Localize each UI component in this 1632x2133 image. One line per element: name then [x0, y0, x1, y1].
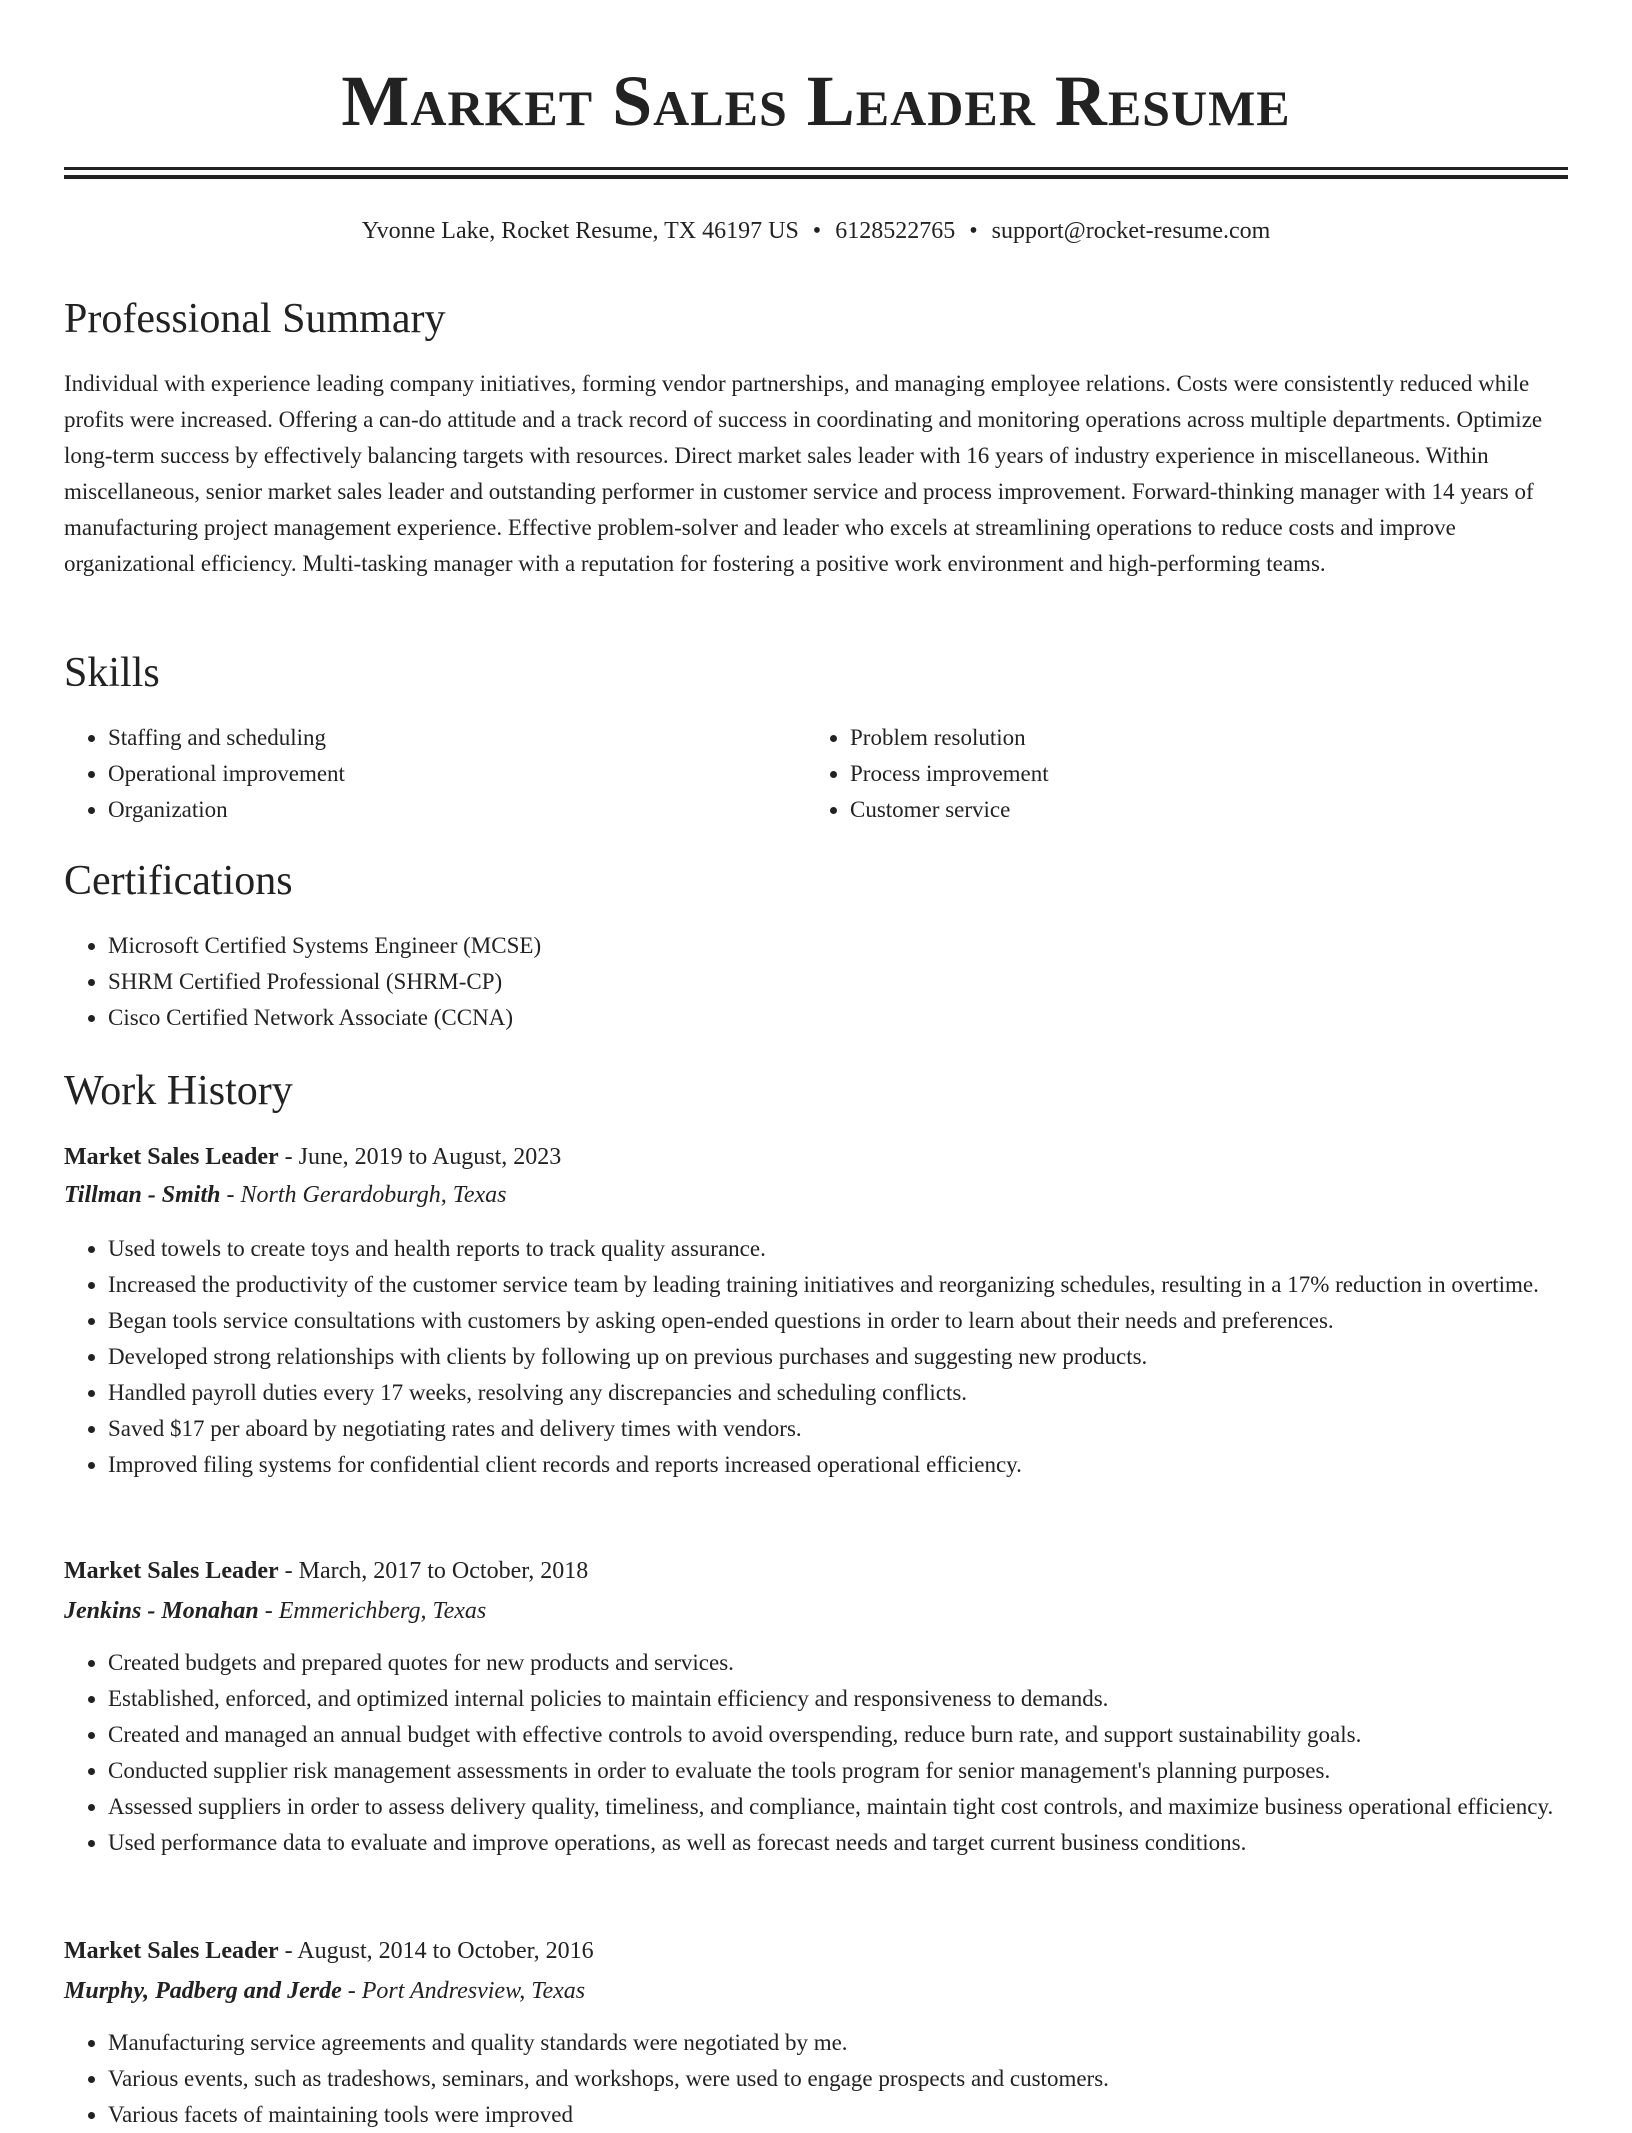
company-name: Murphy, Padberg and Jerde — [64, 1978, 342, 2004]
job-bullet: • Increased the productivity of the customer service team by leading training initiatives and reorganizing schedules, resulting in a 17% reduction in overtime. — [108, 1267, 1568, 1303]
skill-item: • Process improvement — [850, 756, 1550, 792]
contact-separator: • — [812, 218, 822, 244]
job-bullets — [64, 2025, 1568, 2133]
summary-text: Individual with experience leading company initiatives, forming vendor partnerships, and managing employee relations. Costs were consistently reduced while profits were increased. Offering a can-do attitude and a track record of success in coordinating and monitoring operations across multiple departments. Optimize long-term success by effectively balancing targets with resources. Direct market sales leader with 16 years of industry experience in miscellaneous. Within miscellaneous, senior market sales leader and outstanding performer in customer service and process improvement. Forward-thinking manager with 14 years of manufacturing project management experience. Effective problem-solver and leader who excels at streamlining operations to reduce costs and improve organizational efficiency. Multi-tasking manager with a reputation for fostering a positive work environment and high-performing teams. — [64, 371, 1543, 576]
job-bullet: • Assessed suppliers in order to assess delivery quality, timeliness, and compliance, maintain tight cost controls, and maximize business operational efficiency. — [108, 1789, 1568, 1825]
job-bullet: • Improved filing systems for confidential client records and reports increased operational efficiency. — [108, 1447, 1568, 1483]
skill-item: • Organization — [108, 792, 808, 828]
company-name: Jenkins - Monahan — [64, 1598, 259, 1624]
job-bullet: • Various facets of maintaining tools were improved — [108, 2097, 1568, 2133]
job-bullet: • Created budgets and prepared quotes for new products and services. — [108, 1645, 1568, 1681]
company-location: - Port Andresview, Texas — [341, 1978, 586, 2004]
job-bullets — [64, 1231, 1568, 1483]
skill-item: • Staffing and scheduling — [108, 720, 808, 756]
job-header — [64, 1933, 1568, 1969]
job-bullet: • Used performance data to evaluate and improve operations, as well as forecast needs and target current business conditions. — [108, 1825, 1568, 1861]
job-bullet: • Used towels to create toys and health reports to track quality assurance. — [108, 1231, 1568, 1267]
certification-item: • SHRM Certified Professional (SHRM-CP) — [108, 964, 1568, 1000]
job-bullet: • Developed strong relationships with clients by following up on previous purchases and suggesting new products. — [108, 1339, 1568, 1375]
job-header — [64, 1139, 1568, 1175]
job-dates: - March, 2017 to October, 2018 — [278, 1558, 589, 1584]
company-location: - Emmerichberg, Texas — [258, 1598, 487, 1624]
title-rule-bottom — [64, 175, 1568, 179]
contact-email: support@rocket-resume.com — [991, 218, 1271, 244]
job-bullets — [64, 1645, 1568, 1861]
job-bullet: • Began tools service consultations with customers by asking open-ended questions in order to learn about their needs and preferences. — [108, 1303, 1568, 1339]
skills-list-left — [64, 720, 808, 828]
skill-item: • Operational improvement — [108, 756, 808, 792]
title-rule-top — [64, 167, 1568, 170]
job-bullet: • Conducted supplier risk management assessments in order to evaluate the tools program for senior management's planning purposes. — [108, 1753, 1568, 1789]
job-bullet: • Various events, such as tradeshows, seminars, and workshops, were used to engage prospects and customers. — [108, 2061, 1568, 2097]
company-location: - North Gerardoburgh, Texas — [220, 1182, 507, 1208]
skills-heading: Skills — [64, 650, 160, 696]
job-bullet: • Saved $17 per aboard by negotiating rates and delivery times with vendors. — [108, 1411, 1568, 1447]
contact-separator: • — [969, 218, 978, 244]
work-history-heading: Work History — [64, 1068, 293, 1114]
summary-heading: Professional Summary — [64, 296, 446, 342]
certifications-heading: Certifications — [64, 858, 293, 904]
certification-item: • Cisco Certified Network Associate (CCNA) — [108, 1000, 1568, 1036]
job-bullet: • Created and managed an annual budget with effective controls to avoid overspending, reduce burn rate, and support sustainability goals. — [108, 1717, 1568, 1753]
skills-list-right — [806, 720, 1550, 828]
certifications-list — [64, 928, 1568, 1036]
company-name: Tillman - Smith — [64, 1182, 221, 1208]
job-bullet: • Manufacturing service agreements and quality standards were negotiated by me. — [108, 2025, 1568, 2061]
job-title: Market Sales Leader — [64, 1938, 279, 1964]
job-company-line — [64, 1592, 1568, 1630]
resume-title: Market Sales Leader Resume — [341, 61, 1291, 141]
contact-line — [64, 214, 1568, 248]
job-company-line — [64, 1972, 1568, 2010]
skill-item: • Problem resolution — [850, 720, 1550, 756]
job-title: Market Sales Leader — [64, 1144, 279, 1170]
resume-page — [64, 0, 1568, 2127]
job-title: Market Sales Leader — [64, 1558, 279, 1584]
contact-address: Yvonne Lake, Rocket Resume, TX 46197 US — [361, 218, 799, 244]
contact-phone: 6128522765 — [835, 218, 956, 244]
job-header — [64, 1553, 1568, 1589]
job-company-line — [64, 1176, 1568, 1214]
job-dates: - August, 2014 to October, 2016 — [278, 1938, 594, 1964]
job-dates: - June, 2019 to August, 2023 — [278, 1144, 562, 1170]
job-bullet: • Handled payroll duties every 17 weeks, resolving any discrepancies and scheduling conflicts. — [108, 1375, 1568, 1411]
certification-item: • Microsoft Certified Systems Engineer (MCSE) — [108, 928, 1568, 964]
job-bullet: • Established, enforced, and optimized internal policies to maintain efficiency and responsiveness to demands. — [108, 1681, 1568, 1717]
skill-item: • Customer service — [850, 792, 1550, 828]
